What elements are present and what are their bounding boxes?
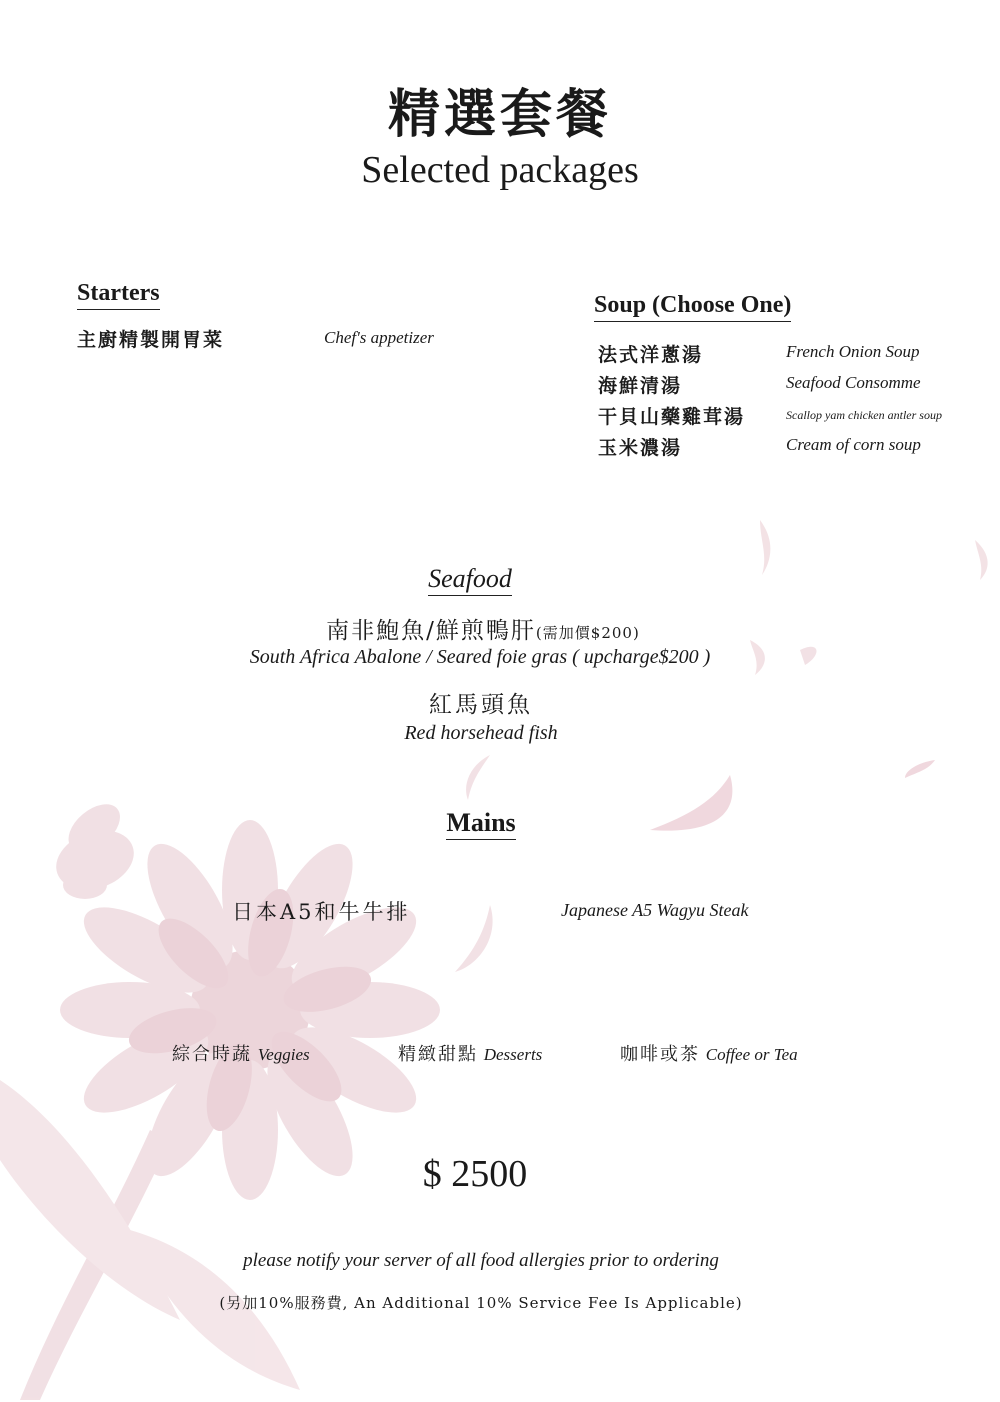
service-fee-note: (另加10%服務費, An Additional 10% Service Fee Is Applicable) <box>219 1294 743 1312</box>
soup-item-zh: 海鮮清湯 <box>598 375 683 397</box>
mains-item-en: Japanese A5 Wagyu Steak <box>561 900 749 920</box>
side-item <box>172 1040 310 1066</box>
soup-item-zh: 法式洋蔥湯 <box>598 344 704 366</box>
side-item-en: Desserts <box>483 1045 543 1064</box>
side-item <box>620 1040 798 1066</box>
allergy-note: please notify your server of all food allergies prior to ordering <box>243 1250 719 1271</box>
soup-heading: Soup (Choose One) <box>594 292 791 322</box>
side-item-zh: 精緻甜點 <box>398 1044 478 1065</box>
mains-heading: Mains <box>446 808 515 840</box>
starter-item-zh: 主廚精製開胃菜 <box>77 329 225 351</box>
side-item-en: Veggies <box>257 1045 310 1064</box>
soup-item-en: Cream of corn soup <box>786 435 921 454</box>
side-item-zh: 咖啡或茶 <box>620 1044 700 1065</box>
seafood-item-note: (需加價$200) <box>535 624 640 642</box>
mains-item-zh: 日本A5和牛牛排 <box>232 900 411 924</box>
seafood-item-zh: 紅馬頭魚 <box>429 692 533 718</box>
page-title-en: Selected packages <box>361 149 639 191</box>
soup-item-en: Seafood Consomme <box>786 373 921 392</box>
soup-item-zh: 干貝山藥雞茸湯 <box>598 406 746 428</box>
falling-petal <box>905 760 935 778</box>
side-item <box>398 1040 542 1066</box>
seafood-item-en: South Africa Abalone / Seared foie gras ( upcharge$200 ) <box>249 646 711 668</box>
seafood-item-zh-line <box>0 612 966 645</box>
soup-item <box>598 340 958 370</box>
soup-item <box>598 433 958 463</box>
falling-petal <box>466 755 490 800</box>
soup-item-zh: 玉米濃湯 <box>598 437 683 459</box>
package-price: $ 2500 <box>422 1153 528 1195</box>
page-title-zh: 精選套餐 <box>387 84 612 145</box>
soup-item <box>598 402 958 432</box>
falling-petal <box>455 905 493 972</box>
falling-petal <box>975 540 988 580</box>
seafood-item-zh: 南非鮑魚/鮮煎鴨肝 <box>326 618 536 644</box>
seafood-item-en: Red horsehead fish <box>404 722 558 744</box>
soup-item-en: French Onion Soup <box>786 342 920 361</box>
side-item-en: Coffee or Tea <box>705 1045 798 1064</box>
starters-heading: Starters <box>77 280 160 310</box>
soup-item <box>598 371 958 401</box>
seafood-heading: Seafood <box>428 564 512 596</box>
side-item-zh: 綜合時蔬 <box>172 1044 252 1065</box>
soup-item-en: Scallop yam chicken antler soup <box>786 408 942 422</box>
seafood-heading-wrap <box>0 564 940 594</box>
mains-heading-wrap <box>0 808 962 838</box>
starter-item-en: Chef's appetizer <box>324 328 434 347</box>
